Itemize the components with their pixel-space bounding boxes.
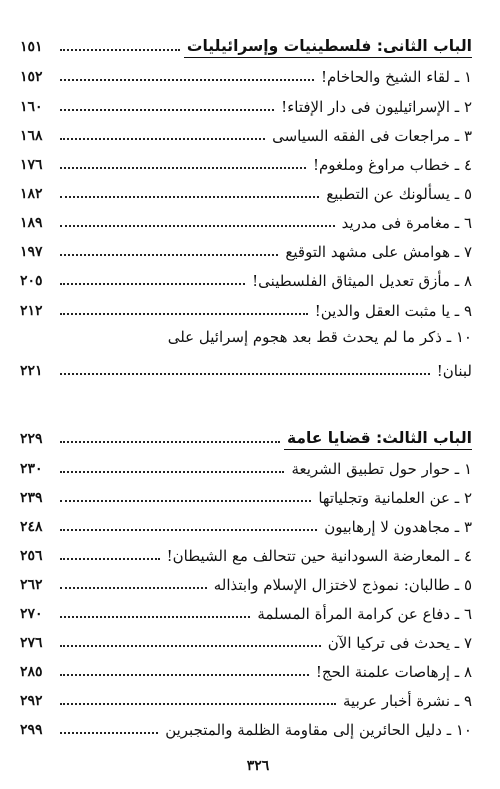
toc-entry	[20, 541, 472, 567]
chapter-2-heading	[20, 32, 472, 58]
toc-entry	[20, 150, 472, 176]
chapter-3-page: ٢٢٩	[20, 431, 43, 447]
toc-entry	[20, 356, 472, 382]
dot-leader	[60, 196, 319, 198]
entry-title: ٣ ـ مراجعات فى الفقه السياسى	[272, 127, 472, 145]
entry-page: ٢٥٦	[20, 548, 43, 564]
toc-entry	[20, 121, 472, 147]
entry-title: ١٠ ـ دليل الحائرين إلى مقاومة الظلمة والمتجبرين	[165, 721, 472, 739]
toc-entry-line1	[20, 326, 472, 352]
entry-title: ٦ ـ مغامرة فى مدريد	[341, 214, 472, 232]
toc-entry	[20, 92, 472, 118]
dot-leader	[60, 79, 314, 81]
entry-page: ٢٢١	[20, 363, 43, 379]
entry-title: ١٠ ـ ذكر ما لم يحدث قط بعد هجوم إسرائيل على	[167, 328, 472, 346]
dot-leader	[60, 49, 180, 51]
dot-leader	[60, 558, 160, 560]
dot-leader	[60, 109, 274, 111]
toc-entry	[20, 454, 472, 480]
entry-page: ٢٧٦	[20, 635, 43, 651]
entry-title: ٢ ـ عن العلمانية وتجلياتها	[318, 489, 472, 507]
entry-page: ١٩٧	[20, 244, 43, 260]
entry-page: ١٨٢	[20, 186, 43, 202]
page-number: ٣٢٦	[246, 758, 270, 774]
entry-title: ٤ ـ المعارضة السودانية حين تتحالف مع الشيطان!	[166, 547, 472, 565]
dot-leader	[60, 283, 245, 285]
entry-page: ٢٦٢	[20, 577, 43, 593]
dot-leader	[60, 674, 309, 676]
dot-leader	[60, 529, 317, 531]
entry-title-continued: لبنان!	[436, 362, 472, 380]
entry-page: ١٨٩	[20, 215, 43, 231]
entry-title: ٥ ـ طالبان: نموذج لاختزال الإسلام وابتذاله	[213, 576, 472, 594]
entry-page: ٢٨٥	[20, 664, 43, 680]
dot-leader	[60, 471, 284, 473]
entry-page: ٢٤٨	[20, 519, 43, 535]
dot-leader	[60, 645, 321, 647]
entry-page: ٢٠٥	[20, 273, 43, 289]
toc-entry	[20, 628, 472, 654]
dot-leader	[60, 441, 280, 443]
chapter-2-title: الباب الثانى: فلسطينيات وإسرائيليات	[184, 35, 472, 58]
toc-entry	[20, 599, 472, 625]
dot-leader	[60, 167, 306, 169]
chapter-2-page: ١٥١	[20, 39, 43, 55]
entry-page: ٢١٢	[20, 303, 43, 319]
toc-entry	[20, 296, 472, 322]
toc-entry	[20, 266, 472, 292]
entry-title: ٨ ـ إرهاصات علمنة الحج!	[315, 663, 472, 681]
dot-leader	[60, 313, 308, 315]
dot-leader	[60, 254, 278, 256]
dot-leader	[60, 587, 207, 589]
entry-page: ٢٩٩	[20, 722, 43, 738]
dot-leader	[60, 225, 335, 227]
toc-entry	[20, 62, 472, 88]
entry-title: ١ ـ لقاء الشيخ والحاخام!	[320, 68, 472, 86]
toc-entry	[20, 715, 472, 741]
dot-leader	[60, 138, 265, 140]
entry-page: ١٦٨	[20, 128, 43, 144]
toc-entry	[20, 512, 472, 538]
entry-title: ٨ ـ مأزق تعديل الميثاق الفلسطينى!	[252, 272, 472, 290]
entry-title: ٣ ـ مجاهدون لا إرهابيون	[324, 518, 472, 536]
toc-entry	[20, 179, 472, 205]
toc-entry	[20, 570, 472, 596]
toc-entry	[20, 237, 472, 263]
chapter-3-heading	[20, 424, 472, 450]
toc-entry	[20, 208, 472, 234]
toc-entry	[20, 657, 472, 683]
entry-title: ٤ ـ خطاب مراوغ وملغوم!	[312, 156, 472, 174]
entry-title: ٩ ـ نشرة أخبار عربية	[343, 692, 472, 710]
entry-page: ١٧٦	[20, 157, 43, 173]
dot-leader	[60, 703, 336, 705]
toc-entry	[20, 686, 472, 712]
entry-page: ٢٣٠	[20, 461, 43, 477]
entry-page: ٢٩٢	[20, 693, 43, 709]
entry-title: ٥ ـ يسألونك عن التطبيع	[326, 185, 472, 203]
dot-leader	[60, 500, 311, 502]
entry-page: ١٦٠	[20, 99, 43, 115]
dot-leader	[60, 373, 430, 375]
chapter-3-title: الباب الثالث: قضايا عامة	[284, 427, 472, 450]
entry-title: ٩ ـ يا مثبت العقل والدين!	[314, 302, 472, 320]
entry-page: ٢٧٠	[20, 606, 43, 622]
entry-title: ٦ ـ دفاع عن كرامة المرأة المسلمة	[257, 605, 472, 623]
toc-entry	[20, 483, 472, 509]
entry-title: ٧ ـ هوامش على مشهد التوقيع	[285, 243, 472, 261]
entry-page: ١٥٢	[20, 69, 43, 85]
entry-page: ٢٣٩	[20, 490, 43, 506]
dot-leader	[60, 616, 250, 618]
entry-title: ٧ ـ يحدث فى تركيا الآن	[327, 634, 472, 652]
dot-leader	[60, 732, 158, 734]
entry-title: ٢ ـ الإسرائيليون فى دار الإفتاء!	[281, 98, 472, 116]
entry-title: ١ ـ حوار حول تطبيق الشريعة	[291, 460, 472, 478]
